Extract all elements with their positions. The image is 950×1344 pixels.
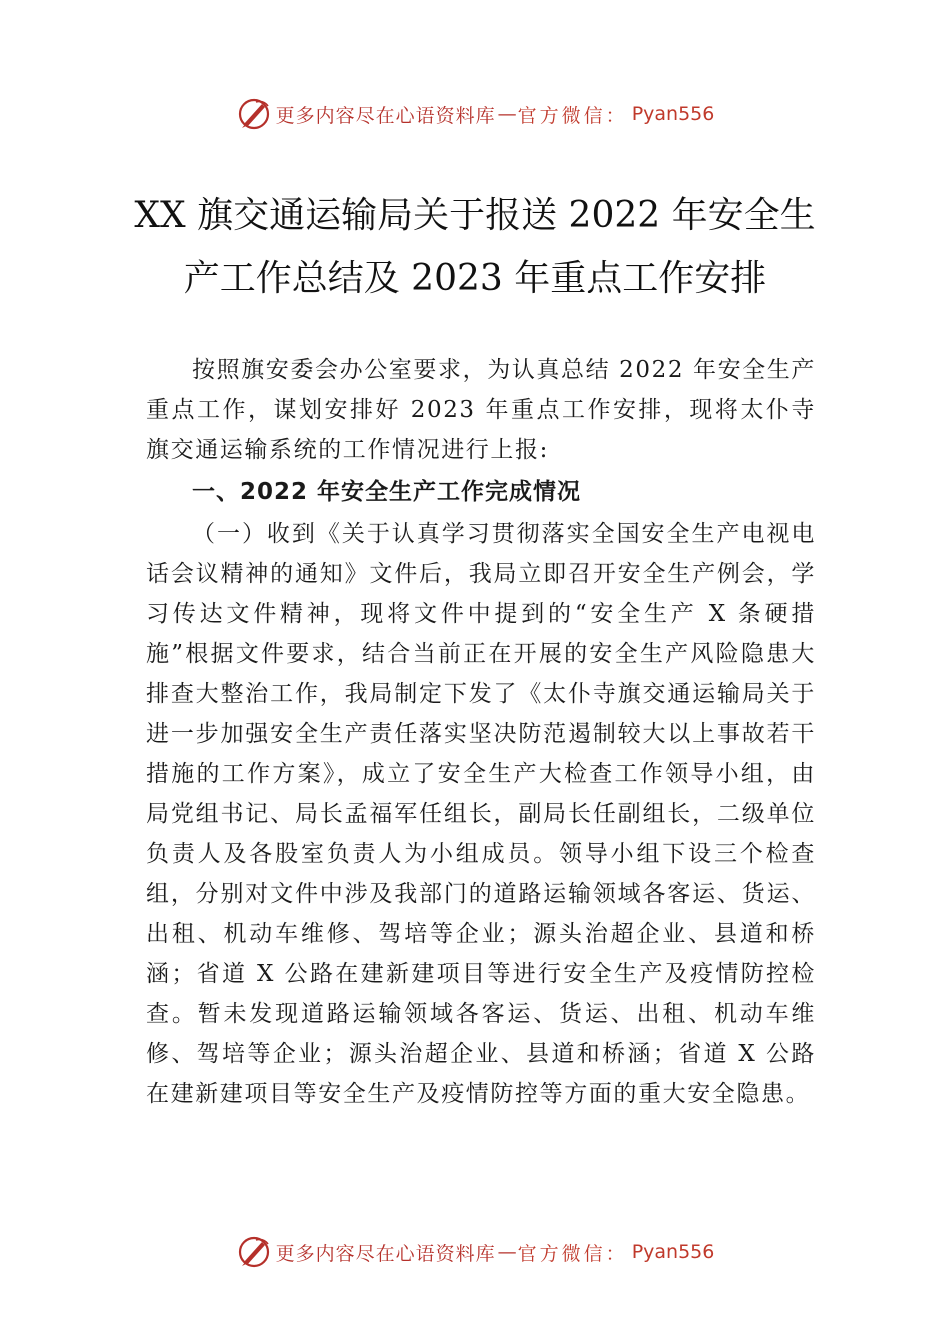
section-1-heading: 一、2022 年安全生产工作完成情况 [192, 479, 582, 505]
banner-dash: — [497, 1241, 516, 1263]
banner-wechat-label: 官方微信： [517, 104, 628, 127]
banner-dash: — [497, 103, 516, 125]
banner-wechat-id: Pyan556 [631, 103, 715, 125]
banner-wechat-id: Pyan556 [631, 1241, 715, 1263]
pen-logo-icon [236, 96, 272, 132]
banner-text: 更多内容尽在心语资料库 [275, 104, 496, 127]
document-body [146, 350, 816, 1114]
banner-wechat-label: 官方微信： [517, 1242, 628, 1265]
title-line-1: XX 旗交通运输局关于报送 2022 年安全生 [134, 195, 816, 236]
intro-paragraph: 按照旗安委会办公室要求，为认真总结 2022 年安全生产重点工作，谋划安排好 2023 年重点工作安排，现将太仆寺旗交通运输系统的工作情况进行上报: [146, 357, 816, 463]
pen-logo-icon [236, 1234, 272, 1270]
footer-watermark-banner [0, 1232, 950, 1272]
header-watermark-banner [0, 94, 950, 134]
title-line-2: 产工作总结及 2023 年重点工作安排 [183, 258, 767, 299]
document-title [100, 184, 850, 310]
section-1-paragraph-1: （一）收到《关于认真学习贯彻落实全国安全生产电视电话会议精神的通知》文件后，我局立即召开安全生产例会，学习传达文件精神，现将文件中提到的“安全生产 X 条硬措施”根据文件要求，结合当前正在开展的安全生产风险隐患大排查大整治工作，我局制定下发了《太仆寺旗交通运输局关于进一步加强安全生产责任落实坚决防范遏制较大以上事故若干措施的工作方案》，成立了安全生产大检查工作领导小组，由局党组书记、局长孟福军任组长，副局长任副组长，二级单位负责人及各股室负责人为小组成员。领导小组下设三个检查组，分别对文件中涉及我部门的道路运输领域各客运、货运、出租、机动车维修、驾培等企业；源头治超企业、县道和桥涵；省道 X 公路在建新建项目等进行安全生产及疫情防控检查。暂未发现道路运输领域各客运、货运、出租、机动车维修、驾培等企业；源头治超企业、县道和桥涵；省道 X 公路在建新建项目等安全生产及疫情防控等方面的重大安全隐患。 [146, 521, 816, 1107]
banner-text: 更多内容尽在心语资料库 [275, 1242, 496, 1265]
